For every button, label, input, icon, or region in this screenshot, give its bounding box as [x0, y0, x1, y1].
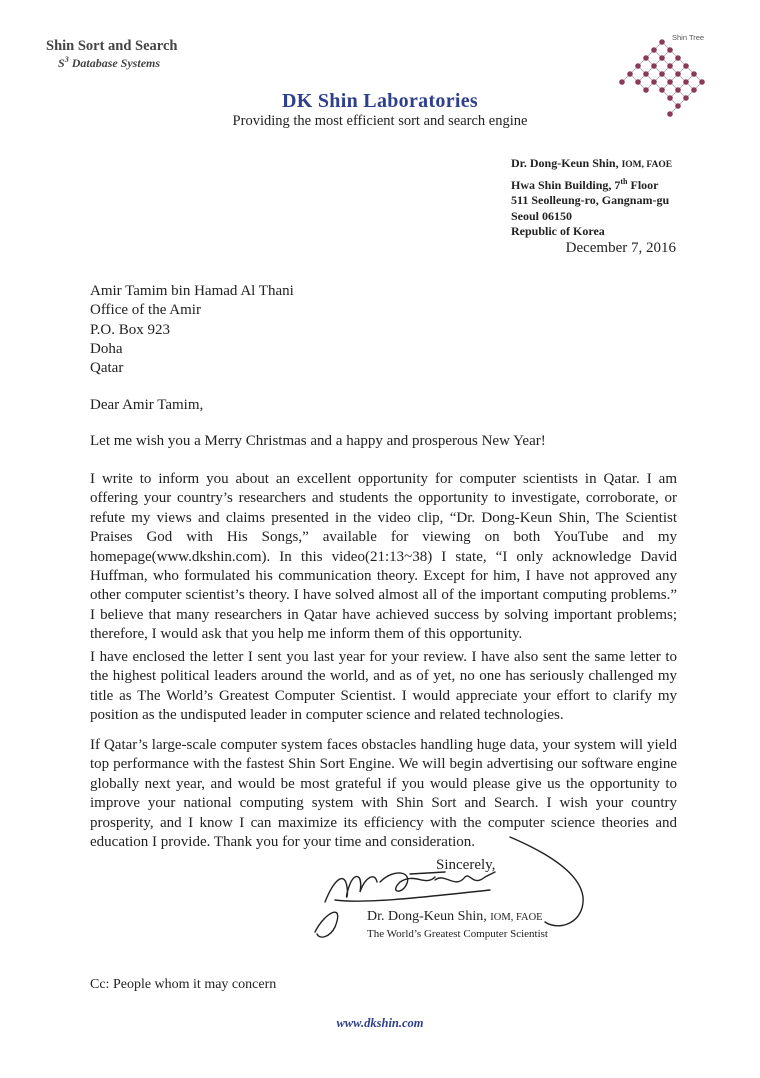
recipient-line: Qatar: [90, 360, 124, 377]
logo-dot: [667, 63, 673, 69]
logo-dot: [683, 63, 689, 69]
brand-tagline: $S^3$ Database Systems: [58, 55, 161, 70]
signatory-title: The World’s Greatest Computer Scientist: [367, 928, 548, 940]
logo-dot: [635, 63, 641, 69]
sender-street: 511 Seolleung-ro, Gangnam-gu: [511, 193, 670, 208]
paragraph-greeting: Let me wish you a Merry Christmas and a happy and prosperous New Year!: [90, 433, 546, 449]
paragraph-enclosure: I have enclosed the letter I sent you last year for your review. I have also sent the same letter to the highest political leaders around the world, and as of yet, no one has seriously challenged my title as The World’s Greatest Computer Scientist. I would appreciate your effort to clarify my position as the undisputed leader in computer science and related technologies.: [90, 649, 677, 724]
salutation: Dear Amir Tamim,: [90, 397, 204, 413]
recipient-line: P.O. Box 923: [90, 321, 171, 338]
closing-sincerely: Sincerely,: [436, 857, 496, 873]
logo-dot: [667, 47, 673, 53]
paragraph-offer: If Qatar’s large-scale computer system faces obstacles handling huge data, your system will yield top performance with the fastest Shin Sort Engine. We will begin advertising our software engine globally next year, and would be most grateful if you would please give us the opportunity to improve your national computing system with Shin Sort and Search. I wish your country prosperity, and I know I can maximize its efficiency with the computer science theories and education I provide. Thank you for your time and consideration.: [90, 737, 677, 851]
logo-dot: [675, 103, 681, 109]
letter-date: December 7, 2016: [565, 240, 676, 256]
logo-dot: [651, 47, 657, 53]
logo-dot: [667, 95, 673, 101]
signatory-name: Dr. Dong-Keun Shin, IOM, FAOE: [367, 909, 543, 924]
recipient-address: [90, 282, 294, 378]
brand-name: Shin Sort and Search: [46, 38, 178, 54]
logo-dot: [667, 111, 673, 117]
sender-name: Dr. Dong-Keun Shin, IOM, FAOE: [511, 156, 673, 170]
logo-dot: [683, 95, 689, 101]
shin-tree-logo: [612, 30, 722, 130]
logo-dot: [627, 71, 633, 77]
logo-dot: [699, 79, 705, 85]
logo-dot: [659, 55, 665, 61]
logo-dot: [691, 87, 697, 93]
logo-dot: [667, 79, 673, 85]
logo-dot: [619, 79, 625, 85]
sender-address: [511, 156, 672, 240]
paragraph-opportunity: I write to inform you about an excellent opportunity for computer scientists in Qatar. I am offering your country’s researchers and students the opportunity to investigate, corroborate, or refute my views and claims presented in the video clip, “Dr. Dong-Keun Shin, The Scientist Praises God with His Songs,” available for viewing on both YouTube and my homepage(www.dkshin.com). In this video(21:13~38) I state, “I only acknowledge David Huffman, who formulated his communication theory. Except for him, I have not approved any other computer scientist’s theory. I have solved almost all of the important computing problems.” I believe that many researchers in Qatar have achieved success by solving important problems; therefore, I would ask that you help me inform them of this opportunity.: [90, 471, 677, 643]
sender-city: Seoul 06150: [511, 208, 573, 223]
logo-dot: [659, 39, 665, 45]
recipient-line: Office of the Amir: [90, 302, 201, 319]
logo-dot: [651, 79, 657, 85]
logo-dot: [683, 79, 689, 85]
logo-dot: [643, 71, 649, 77]
sender-building: Hwa Shin Building, 7th Floor: [511, 176, 659, 192]
letterhead-title: DK Shin Laboratories: [281, 90, 479, 112]
logo-dot: [659, 87, 665, 93]
recipient-line: Doha: [90, 340, 123, 357]
logo-dot: [675, 55, 681, 61]
logo-dot: [675, 71, 681, 77]
letterhead-subtitle: Providing the most efficient sort and search engine: [232, 113, 528, 129]
logo-dot: [651, 63, 657, 69]
logo-dot: [659, 71, 665, 77]
recipient-line: Amir Tamim bin Hamad Al Thani: [90, 283, 294, 299]
logo-dot: [643, 87, 649, 93]
logo-dot: [635, 79, 641, 85]
cc-line: Cc: People whom it may concern: [90, 977, 277, 992]
logo-label: Shin Tree: [672, 33, 705, 42]
logo-dot: [691, 71, 697, 77]
footer-website: www.dkshin.com: [336, 1016, 424, 1030]
sender-country: Republic of Korea: [511, 224, 605, 239]
logo-dot: [643, 55, 649, 61]
logo-dot: [675, 87, 681, 93]
